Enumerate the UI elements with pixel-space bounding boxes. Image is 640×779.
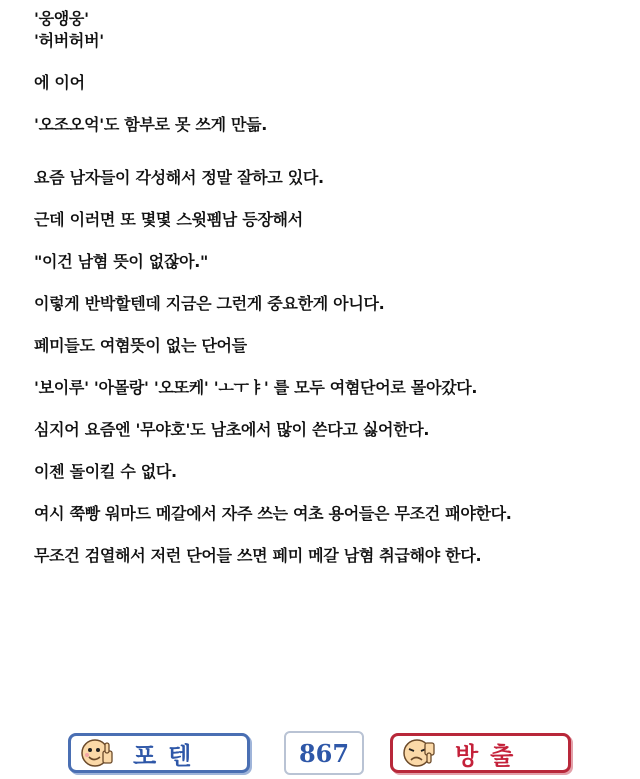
post-line: 페미들도 여혐뜻이 없는 단어들 [34,336,247,355]
thumbs-down-face-icon [401,735,437,771]
upvote-label: 포텐 [133,741,204,770]
post-line: 여시 쭉빵 워마드 메갈에서 자주 쓰는 여초 용어들은 무조건 패야한다. [34,504,512,523]
post-line: 심지어 요즘엔 '무야호'도 남초에서 많이 쓴다고 싫어한다. [34,420,430,439]
post-body [34,8,634,567]
post-line: '오조오억'도 함부로 못 쓰게 만듦. [34,115,268,134]
post-line: '웅앵웅' [34,9,89,28]
downvote-button[interactable] [390,733,571,773]
post-line: "이건 남혐 뜻이 없잖아." [34,252,209,271]
post-line: '허버허버' [34,31,104,50]
post-line: 이렇게 반박할텐데 지금은 그런게 중요한게 아니다. [34,294,385,313]
post-line: 무조건 검열해서 저런 단어들 쓰면 페미 메갈 남혐 취급해야 한다. [34,546,482,565]
post-line: 요즘 남자들이 각성해서 정말 잘하고 있다. [34,168,324,187]
post-line: 근데 이러면 또 몇몇 스윗펨남 등장해서 [34,210,303,229]
post-line: 이젠 돌이킬 수 없다. [34,462,177,481]
vote-count-value: 867 [298,738,350,768]
vote-count [284,731,364,775]
post-line: 에 이어 [34,73,85,92]
thumbs-up-face-icon [79,735,115,771]
upvote-button[interactable] [68,733,250,773]
downvote-label: 방출 [455,741,526,770]
post-line: '보이루' '아몰랑' '오또케' 'ㅗㅜㅑ' 를 모두 여혐단어로 몰아갔다. [34,378,478,397]
vote-bar [0,729,640,779]
